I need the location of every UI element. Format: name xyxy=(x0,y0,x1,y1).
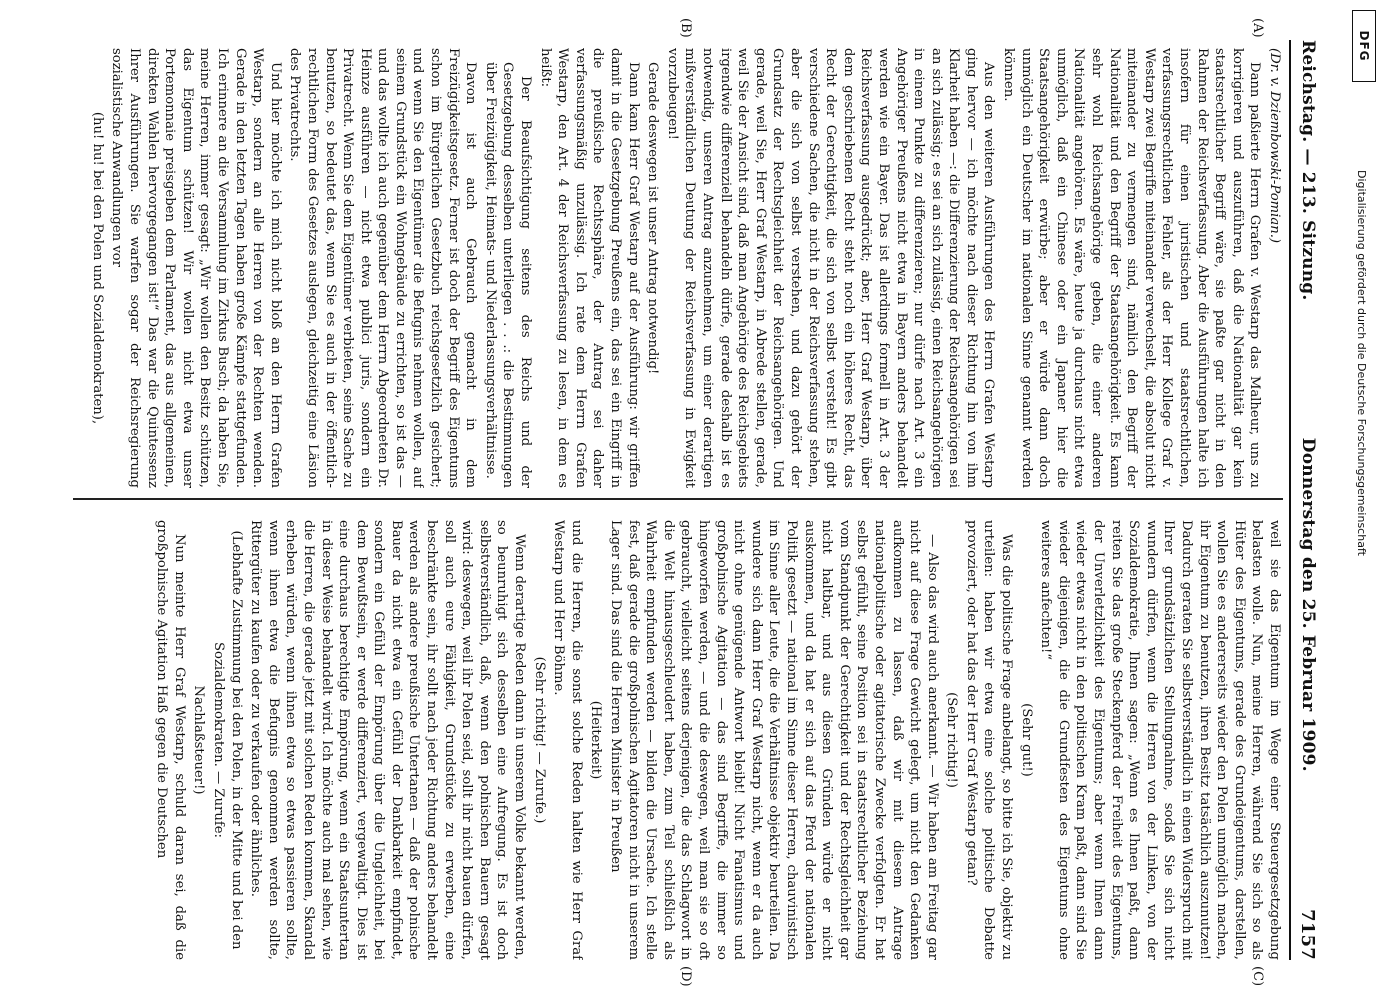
interjection: (Heiterkeit) xyxy=(588,700,604,780)
interjection: Nachlaßsteuer!) xyxy=(191,685,207,795)
paragraph: Wenn derartige Reden dann in unserem Volke bekannt werden, so beunruhigt sich desselben eine Aufregung. Es ist doch selbstverständlich, daß, wenn den polnischen Bauern gesagt wird: deswegen, weil ihr Polen seid, sollt ihr nicht bauen dürfen, soll auch eure Fähigkeit, Grundstücke zu erwerben, eine beschränkte sein, ihr sollt nach jeder Richtung anders behandelt werden als andere preußische Untertanen — daß der polnische Bauer da nicht etwa ein Gefühl der Dankbarkeit empfindet, sondern ein Gefühl der Empörung über die Ungleichheit, bei dem Bewußtsein, er werde differenziert, vergewaltigt. Dies ist eine durchaus berechtigte Empörung, wenn ein Staatsuntertan in dieser Weise behandelt wird. Ich möchte auch mal sehen, wie die Herren, die gerade jetzt mit solchen Reden kommen, Skandal erheben würden, wenn ihnen etwa so etwas passieren sollte, wenn ihnen etwa die Befugnis genommen werden sollte, Rittergüter zu kaufen oder zu verkaufen oder ähnliches. xyxy=(248,520,528,960)
paragraph: Aus den weiteren Ausführungen des Herrn Grafen Westarp ging hervor — ich möchte nach dieser Richtung hin von ihm Klarheit haben —: die Differenzierung der Reichsangehörigen sei an sich zulässig; es sei an sich zulässig, einen Reichsangehörigen in einem Punkte zu differenzieren; nur dürfe nach Art. 3 ein Angehöriger Preußens nicht etwa in Bayern anders behandelt werden wie ein Bayer. Das ist allerdings formell in Art. 3 der Reichsverfassung ausgedrückt; aber, Herr Graf Westarp, über dem geschriebenen Recht steht noch ein höheres Recht, das Recht der Gerechtigkeit, die sich von selbst versteht! Es gibt verschiedene Sachen, die nicht in der Reichsverfassung stehen, aber die sich von selbst verstehen, und dazu gehört der Grundsatz der Rechtsgleichheit der Reichsangehörigen. Und gerade, weil Sie, Herr Graf Westarp, in Abrede stellen, gerade, weil Sie der Ansicht sind, daß man Angehörige des Reichsgebiets irgendwie differenziell behandeln dürfe, gerade deshalb ist es notwendig, unseren Antrag anzunehmen, um einer derartigen mißverständlichen Deutung der Reichsverfassung in Ewigkeit vorzubeugen! xyxy=(664,48,997,488)
paragraph: Was die politische Frage anbelangt, so bitte ich Sie, objektiv zu urteilen: haben wir etwa eine solche politische Debatte provoziert, oder hat das der Herr Graf Westarp getan? xyxy=(963,520,1015,960)
margin-marker-c: (C) xyxy=(1250,966,1265,987)
quotation: Der Beaufsichtigung seitens des Reichs und der Gesetzgebung desselben unterliegen . . .: die Bestimmungen über Freizügigkeit, Heimats- und Niederlassungsverhältnisse. xyxy=(482,62,534,488)
paragraph: Und hier möchte ich mich nicht bloß an den Herrn Grafen Westarp, sondern an alle Herren von der Rechten wenden. Gerade in den letzten Tagen haben große Kämpfe stattgefunden. Ich erinnere an die Versammlung im Zirkus Busch; da haben Sie, meine Herren, immer gesagt: „Wir wollen den Besitz schützen, das Eigentum schützen! Wir wollen nicht etwa unser Portemonnaie preisgeben dem Parlament, das aus allgemeinen, direkten Wahlen hervorgegangen ist!“ Das war die Quintessenz Ihrer Ausführungen. Sie warfen sogar der Reichsregierung sozialistische Anwandlungen vor xyxy=(109,48,283,488)
digitization-note xyxy=(1340,170,1383,870)
interjection: (Lebhafte Zustimmung bei den Polen, in der Mitte und bei den Sozialdemokraten. — Zurufe: xyxy=(210,530,244,950)
header-left: Reichstag. — 213. Sitzung. xyxy=(1298,40,1318,301)
paragraph: — Also das wird auch anerkannt. — Wir haben am Freitag gar nicht auf diese Frage Gewicht gelegt, um nicht den Gedanken aufkommen zu lassen, daß wir mit diesem Antrage nationalpolitische oder agitatorische Zwecke verfolgten. Er hat selbst gefühlt, seine Position sei in staatsrechtlicher Beziehung vom Standpunkt der Gerechtigkeit und der Rechtsgleichheit gar nicht haltbar, und aus diesen Gründen würde er nicht auskommen, und da hat er sich auf das Pferd der nationalen Politik gesetzt — national im Sinne dieser Herren, chauvinistisch im Sinne aller Leute, die die Verhältnisse objektiv beurteilen. Da wundere sich dann Herr Graf Westarp nicht, wenn er da auch nicht ohne genügende Antwort bleibt! Nicht Fanatismus und großpolnische Agitation — das sind Begriffe, die immer so hingeworfen werden, — und die deswegen, weil man sie so oft gebraucht, vielleicht seitens derjenigen, die das Schlagwort in die Welt hinausgeschleudert haben, zum Teil schließlich als Wahrheit empfunden werden — bilden die Ursache. Ich stelle fest, daß gerade die großpolnischen Agitatoren nicht in unserem Lager sind. Das sind die Herren Minister in Preußen xyxy=(608,520,940,960)
paragraph: und die Herren, die sonst solche Reden halten wie Herr Graf Westarp und Herr Böhme. xyxy=(551,520,584,960)
speaker-label: (Dr. v. Dziembowski-Pomian.) xyxy=(1267,48,1282,244)
interjection: (Sehr richtig! — Zurufe.) xyxy=(531,656,547,824)
margin-marker-a: (A) xyxy=(1250,18,1265,38)
paragraph: Davon ist auch Gebrauch gemacht in dem Freizügigkeitsgesetz. Ferner ist doch der Begriff des Eigentums schon im Bürgerlichen Gesetzbuch reichsgesetzlich gesichert; und wenn Sie den Eigentümer die Befugnis nehmen wollen, auf seinem Grundstück ein Wohngebäude zu errichten, so ist das — und das wollte ich auch gegenüber dem Herrn Abgeordneten Dr. Heinze ausführen — nicht etwa publici juris, sondern ein Privatrecht. Wenn Sie dem Eigentümer verbieten, seine Sache zu benutzen, so bedeutet das, wenn Sie es auch in der öffentlich-rechtlichen Form des Gesetzes auslegen, gleichzeitig eine Läsion des Privatrechts. xyxy=(287,48,479,488)
margin-marker-b: (B) xyxy=(678,18,693,38)
paragraph: Dann paßierte Herrn Grafen v. Westarp das Malheur, uns zu korrigieren und auszuführen, daß die Nationalität gar kein staatsrechtlicher Begriff wäre, sie paßte gar nicht in den Rahmen der Reichsverfassung. Aber die Ausführungen halte ich insofern für einen juristischen und staatsrechtlichen, verfassungsrechtlichen Fehler, als der Herr Kollege Graf v. Westarp zwei Begriffe miteinander verwechselt, die absolut nicht miteinander zu vermengen sind, nämlich den Begriff der Nationalität und den Begriff der Staatsangehörigkeit. Es kann sehr wohl Reichsangehörige geben, die einer anderen Nationalität angehören. Es wäre, heute ja durchaus nicht etwa unmöglich, daß ein Chinese oder ein Japaner hier die Staatsangehörigkeit erwürbe; aber er würde dann doch unmöglich ein Deutscher im nationalen Sinne genannt werden können. xyxy=(1001,48,1263,488)
header-date: Donnerstag den 25. Februar 1909. xyxy=(1298,437,1318,772)
header-rule xyxy=(1289,40,1291,960)
paragraph: Dann kam Herr Graf Westarp auf der Ausführung: wir griffen damit in die Gesetzgebung Preußens ein, das sei ein Eingriff in die preußische Rechtssphäre, der Antrag sei daher verfassungsmäßig unzulässig. Ich rate dem Herrn Grafen Westarp, den Art. 4 der Reichsverfassung zu lesen, in dem es heißt: xyxy=(537,48,641,488)
page-header xyxy=(1295,40,1321,960)
margin-marker-d: (D) xyxy=(678,966,693,987)
right-column xyxy=(73,520,1283,960)
paragraph: Nun meinte Herr Graf Westarp, schuld daran sei, daß die großpolnische Agitation Haß gegen die Deutschen xyxy=(154,520,187,960)
interjection: (Sehr richtig!) xyxy=(944,692,960,788)
left-column xyxy=(73,48,1283,488)
interjection: (hu! hu! bei den Polen und Sozialdemokraten), xyxy=(89,111,105,425)
paragraph: weil sie das Eigentum im Wege einer Steuergesetzgebung belasten wolle. Nun, meine Herren, während Sie sich so als Hüter des Eigentums, gerade des Grundeigentums, darstellen, wollen Sie es andererseits wieder den Polen unmöglich machen, ihr Eigentum zu benutzen, ihren Besitz tatsächlich auszunutzen! Dadurch geraten Sie selbstverständlich in einen Widerspruch mit Ihrer grundsätzlichen Stellungnahme, sodaß Sie sich nicht wundern dürfen, wenn die Herren von der Linken, von der Sozialdemokratie, Ihnen sagen: „Wenn es Ihnen paßt, dann reiten Sie das große Steckenpferd der Freiheit des Eigentums, der Unverletzlichkeit des Eigentums; aber wenn Ihnen dann wieder etwas nicht in den politischen Kram paßt, dann sind Sie wieder diejenigen, die die Grundfesten des Eigentums ohne weiteres anfechten!“ xyxy=(1038,520,1282,960)
column-divider xyxy=(73,498,1283,500)
dfg-logo: DFG xyxy=(1352,10,1376,82)
paragraph: Gerade deswegen ist unser Antrag notwendig! xyxy=(645,62,661,375)
interjection: (Sehr gut!) xyxy=(1018,703,1034,777)
digitization-note-text: Digitalisierung gefördert durch die Deutsche Forschungsgemeinschaft xyxy=(1355,170,1368,556)
page-number: 7157 xyxy=(1297,909,1319,960)
